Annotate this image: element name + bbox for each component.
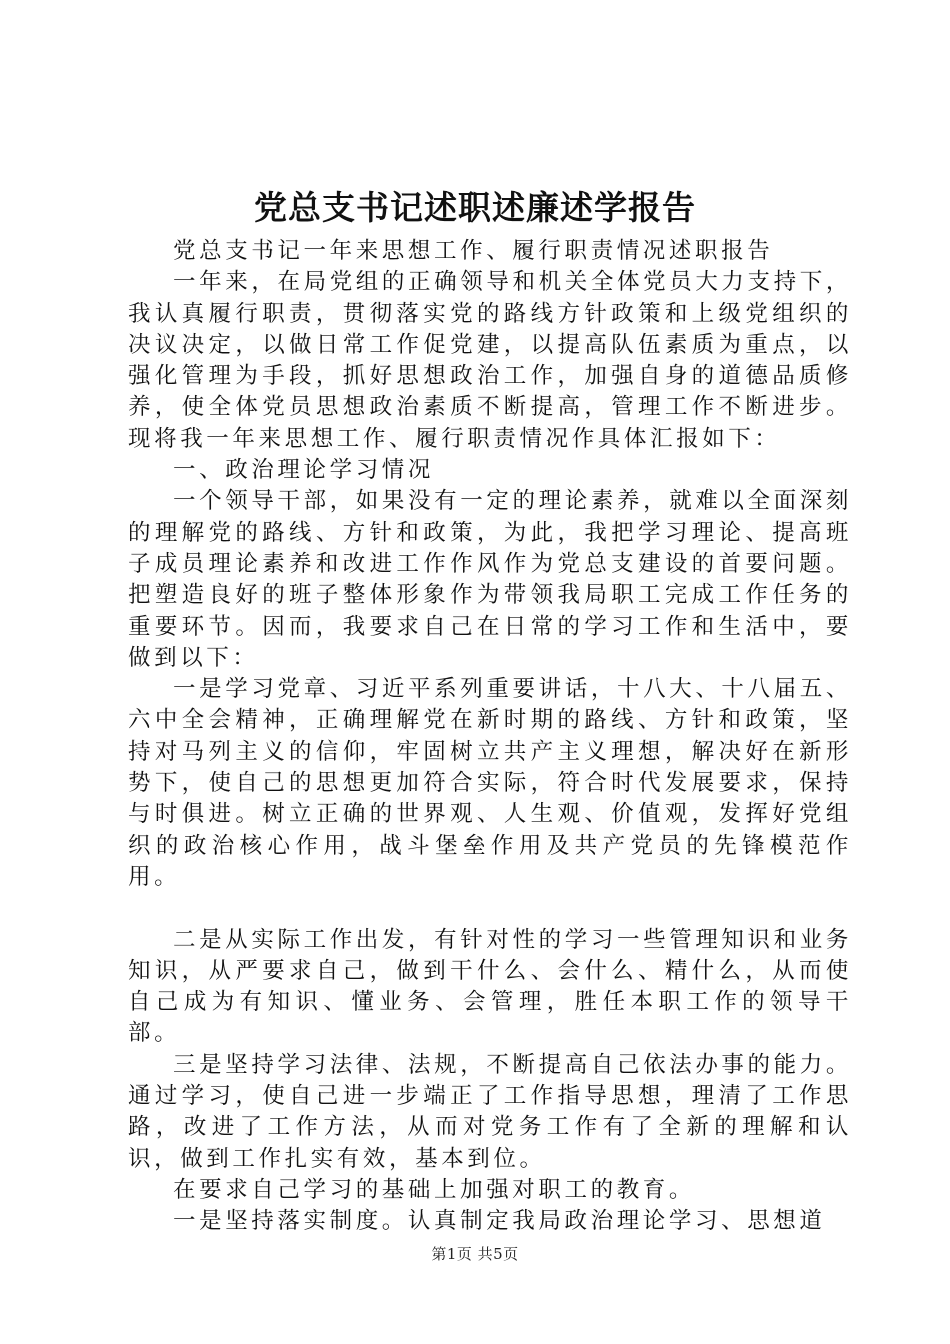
paragraph-point-one: 一是学习党章、习近平系列重要讲话，十八大、十八届五、六中全会精神，正确理解党在新时期的路线、方针和政策，坚持对马列主义的信仰，牢固树立共产主义理想，解决好在新形势下，使自己的思想更加符合实际，符合时代发展要求，保持与时俱进。树立正确的世界观、人生观、价值观，发挥好党组织的政治核心作用，战斗堡垒作用及共产党员的先锋模范作用。 <box>128 676 852 890</box>
document-title: 党总支书记述职述廉述学报告 <box>254 188 696 227</box>
paragraph-point-three: 三是坚持学习法律、法规，不断提高自己依法办事的能力。通过学习，使自己进一步端正了工作指导思想，理清了工作思路，改进了工作方法，从而对党务工作有了全新的理解和认识，做到工作扎实有效，基本到位。 <box>128 1051 852 1172</box>
document-body <box>128 236 852 1238</box>
section-heading-political-theory: 一、政治理论学习情况 <box>173 457 435 484</box>
page-footer: 第1页 共5页 <box>431 1245 519 1263</box>
paragraph-point-two: 二是从实际工作出发，有针对性的学习一些管理知识和业务知识，从严要求自己，做到干什么、会什么、精什么，从而使自己成为有知识、懂业务、会管理，胜任本职工作的领导干部。 <box>128 926 852 1047</box>
paragraph-introduction: 一年来，在局党组的正确领导和机关全体党员大力支持下，我认真履行职责，贯彻落实党的路线方针政策和上级党组织的决议决定，以做日常工作促党建，以提高队伍素质为重点，以强化管理为手段，抓好思想政治工作，加强自身的道德品质修养，使全体党员思想政治素质不断提高，管理工作不断进步。现将我一年来思想工作、履行职责情况作具体汇报如下： <box>128 269 852 452</box>
paragraph-system-implementation: 一是坚持落实制度。认真制定我局政治理论学习、思想道 <box>173 1208 826 1235</box>
paragraph-theory-importance: 一个领导干部，如果没有一定的理论素养，就难以全面深刻的理解党的路线、方针和政策，为此，我把学习理论、提高班子成员理论素养和改进工作作风作为党总支建设的首要问题。把塑造良好的班子整体形象作为带领我局职工完成工作任务的重要环节。因而，我要求自己在日常的学习工作和生活中，要做到以下： <box>128 488 852 671</box>
paragraph-report-heading: 党总支书记一年来思想工作、履行职责情况述职报告 <box>173 238 774 264</box>
paragraph-staff-education: 在要求自己学习的基础上加强对职工的教育。 <box>173 1176 696 1203</box>
